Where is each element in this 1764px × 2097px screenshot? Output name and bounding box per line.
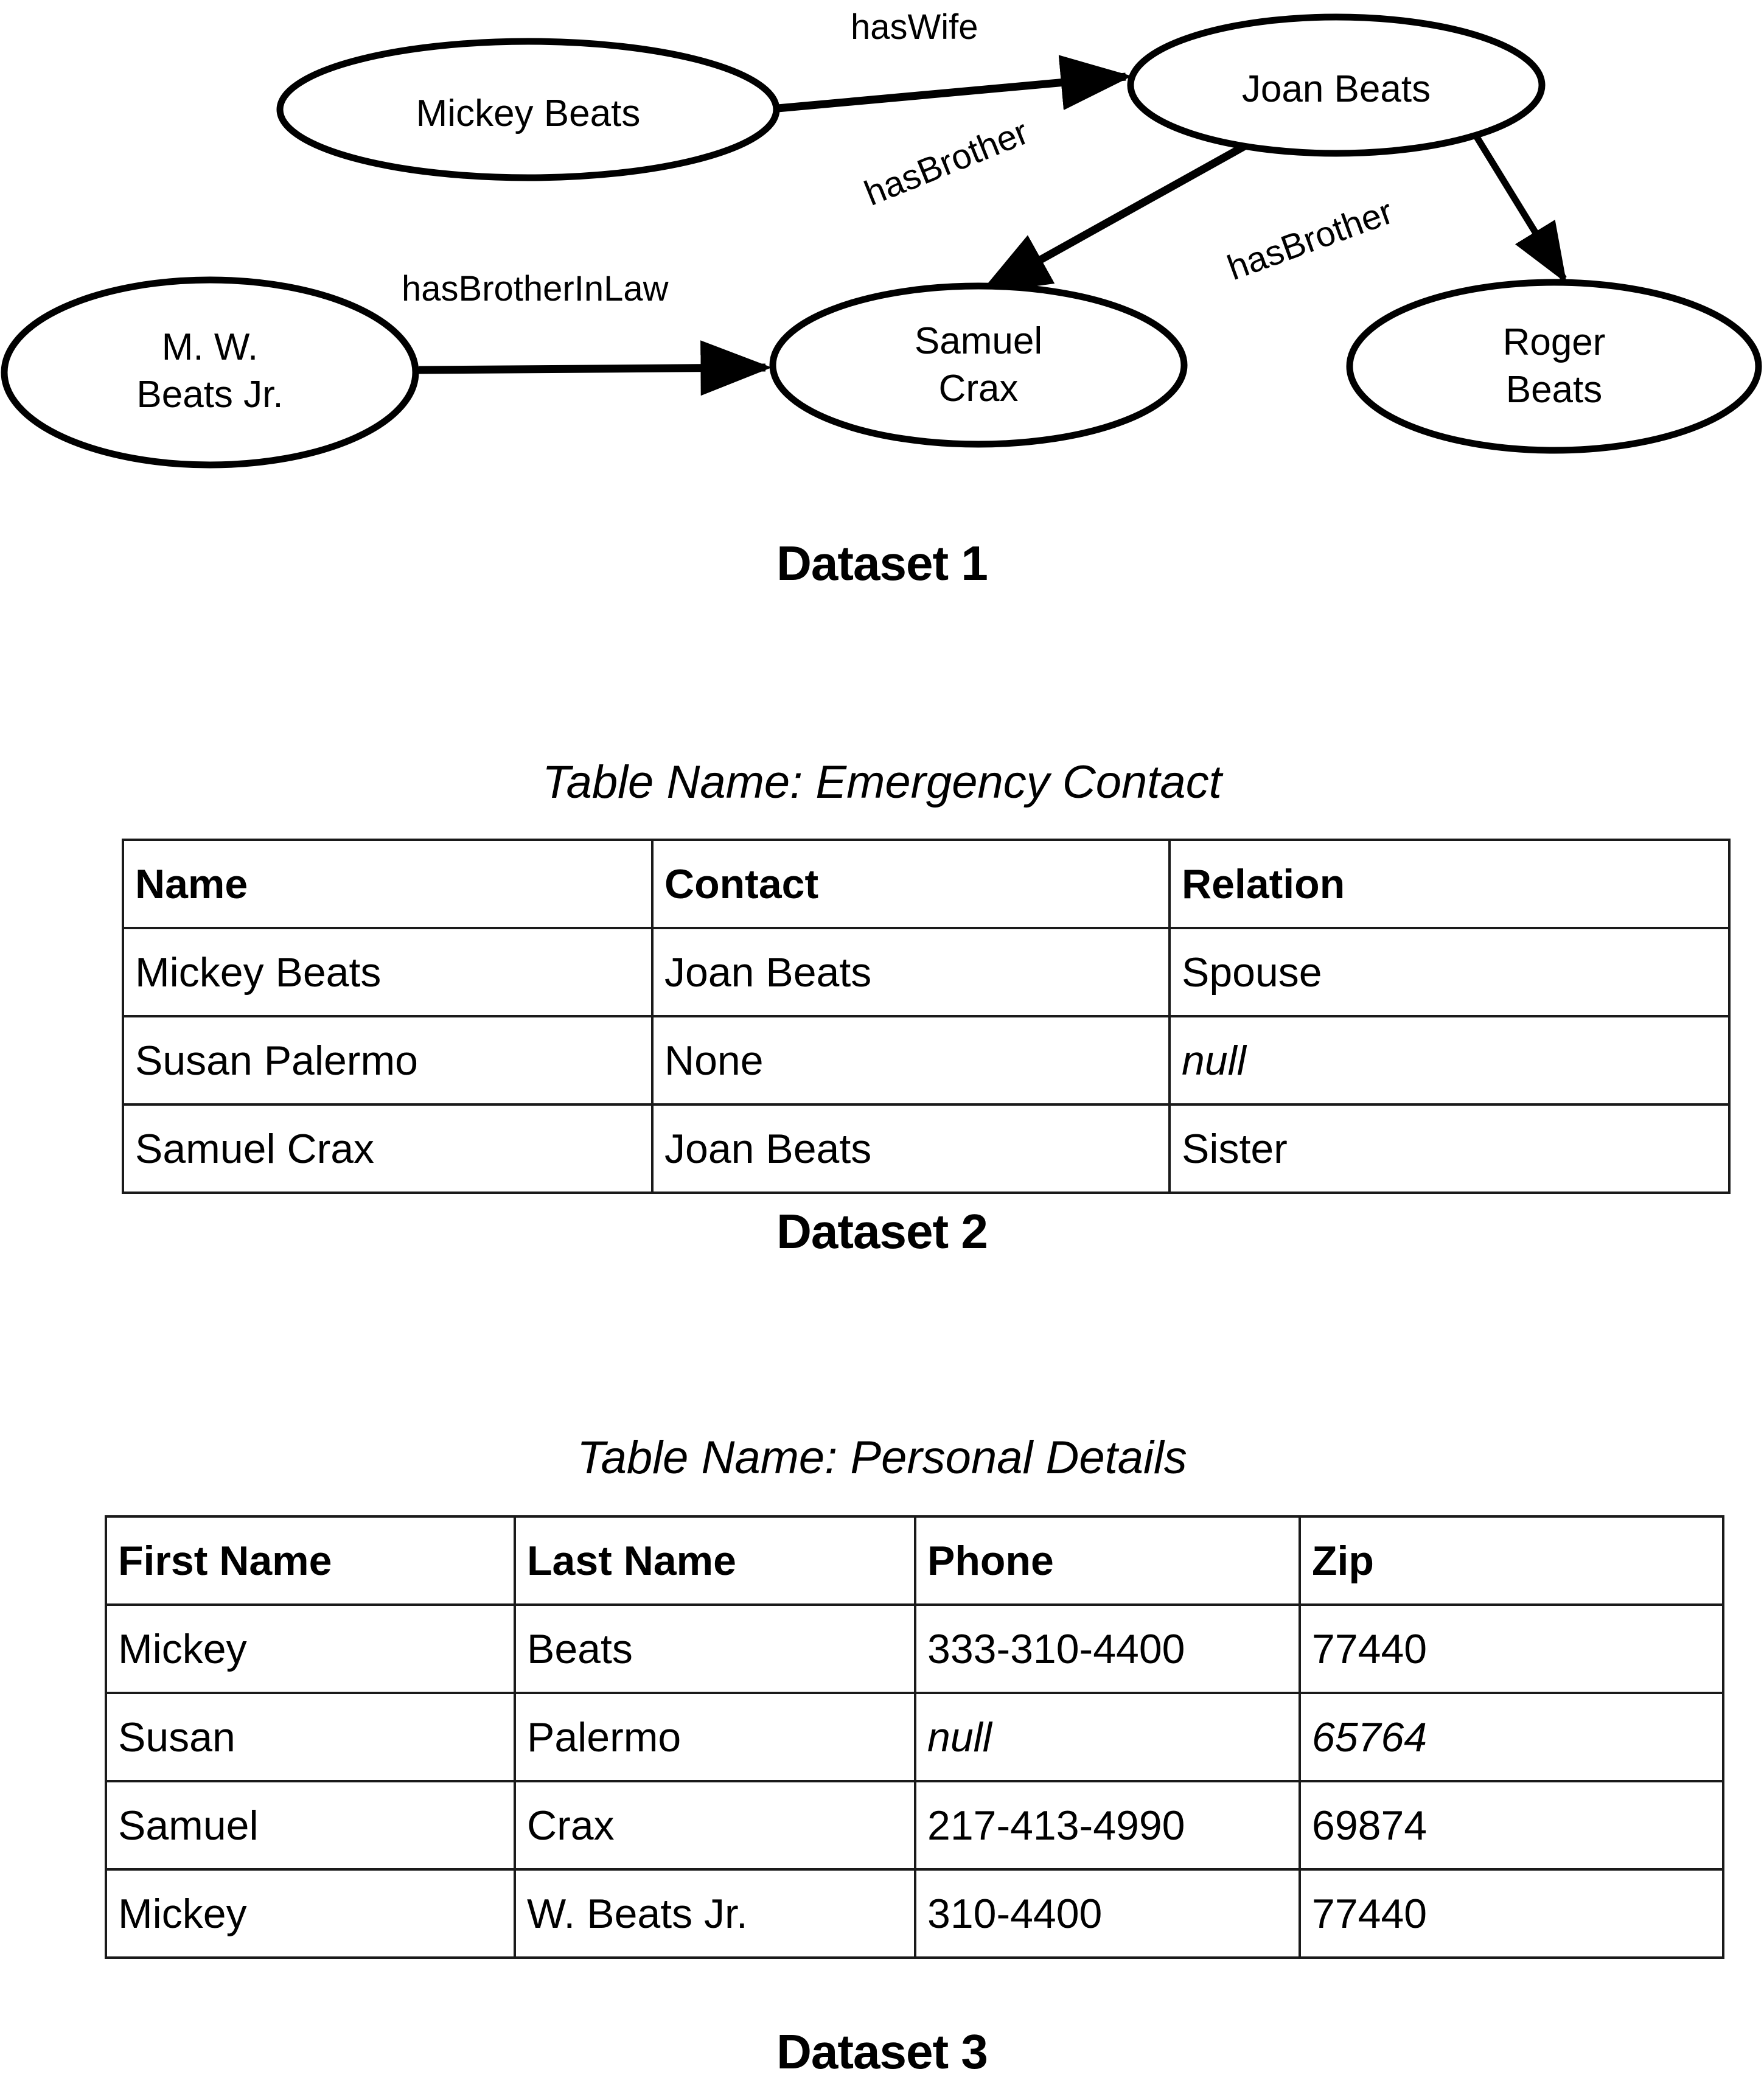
- column-header-first-name: First Name: [106, 1516, 515, 1605]
- cell-relation: null: [1170, 1016, 1729, 1104]
- emergency-contact-table: [122, 839, 1731, 1194]
- cell-first-name: Samuel: [106, 1781, 515, 1869]
- table-row: [106, 1693, 1723, 1781]
- cell-first-name: Susan: [106, 1693, 515, 1781]
- edge-mw-to-samuel: [419, 368, 765, 370]
- column-header-contact: Contact: [652, 840, 1170, 928]
- cell-last-name: Beats: [515, 1605, 915, 1693]
- cell-last-name: Palermo: [515, 1693, 915, 1781]
- node-mw-beats-jr[interactable]: [4, 280, 416, 465]
- knowledge-graph-svg: [0, 0, 1764, 499]
- table-row: [106, 1869, 1723, 1958]
- column-header-last-name: Last Name: [515, 1516, 915, 1605]
- edge-joan-to-samuel: [985, 141, 1253, 291]
- cell-name: Mickey Beats: [123, 928, 652, 1016]
- personal-details-table: [105, 1515, 1724, 1959]
- edge-label-has-wife: hasWife: [851, 7, 978, 47]
- node-mickey-beats[interactable]: [280, 41, 776, 178]
- column-header-phone: Phone: [915, 1516, 1300, 1605]
- edge-label-has-brother-roger: hasBrother: [1222, 191, 1398, 288]
- table-row: [106, 1605, 1723, 1693]
- cell-last-name: Crax: [515, 1781, 915, 1869]
- table-row: [123, 1016, 1729, 1104]
- edge-label-has-brother-samuel: hasBrother: [859, 112, 1034, 214]
- emergency-contact-table-title: Table Name: Emergency Contact: [542, 756, 1222, 808]
- node-label-joan-beats: Joan Beats: [1241, 68, 1431, 110]
- node-roger-beats[interactable]: [1350, 282, 1759, 450]
- dataset-2-caption: Dataset 2: [776, 1204, 988, 1258]
- cell-zip: 77440: [1300, 1869, 1723, 1958]
- cell-contact: Joan Beats: [652, 1104, 1170, 1193]
- cell-last-name: W. Beats Jr.: [515, 1869, 915, 1958]
- cell-zip: 69874: [1300, 1781, 1723, 1869]
- cell-name: Samuel Crax: [123, 1104, 652, 1193]
- column-header-relation: Relation: [1170, 840, 1729, 928]
- column-header-name: Name: [123, 840, 652, 928]
- table-row: [123, 928, 1729, 1016]
- dataset-3-caption: Dataset 3: [776, 2025, 988, 2079]
- table-row: [106, 1781, 1723, 1869]
- cell-zip: 65764: [1300, 1693, 1723, 1781]
- node-joan-beats[interactable]: [1131, 17, 1542, 153]
- table-row: [123, 1104, 1729, 1193]
- node-label-mickey-beats: Mickey Beats: [416, 92, 641, 134]
- column-header-zip: Zip: [1300, 1516, 1723, 1605]
- edge-joan-to-roger: [1476, 135, 1564, 279]
- cell-first-name: Mickey: [106, 1869, 515, 1958]
- dataset-1-caption: Dataset 1: [776, 536, 988, 590]
- dataset-1-graph-panel: [0, 0, 1764, 645]
- cell-phone: 310-4400: [915, 1869, 1300, 1958]
- personal-details-table-title: Table Name: Personal Details: [577, 1432, 1187, 1484]
- node-label-roger-beats: Roger Beats: [1502, 321, 1606, 411]
- cell-zip: 77440: [1300, 1605, 1723, 1693]
- cell-phone: 333-310-4400: [915, 1605, 1300, 1693]
- cell-contact: Joan Beats: [652, 928, 1170, 1016]
- node-samuel-crax[interactable]: [773, 286, 1184, 444]
- cell-phone: 217-413-4990: [915, 1781, 1300, 1869]
- cell-name: Susan Palermo: [123, 1016, 652, 1104]
- cell-relation: Sister: [1170, 1104, 1729, 1193]
- cell-relation: Spouse: [1170, 928, 1729, 1016]
- table-header-row: [106, 1516, 1723, 1605]
- node-label-samuel-crax: Samuel Crax: [914, 320, 1043, 410]
- edge-label-has-brother-in-law: hasBrotherInLaw: [402, 269, 669, 309]
- node-label-mw-beats-jr: M. W. Beats Jr.: [136, 326, 284, 416]
- edge-mickey-to-joan: [778, 77, 1126, 108]
- cell-phone: null: [915, 1693, 1300, 1781]
- table-header-row: [123, 840, 1729, 928]
- cell-first-name: Mickey: [106, 1605, 515, 1693]
- cell-contact: None: [652, 1016, 1170, 1104]
